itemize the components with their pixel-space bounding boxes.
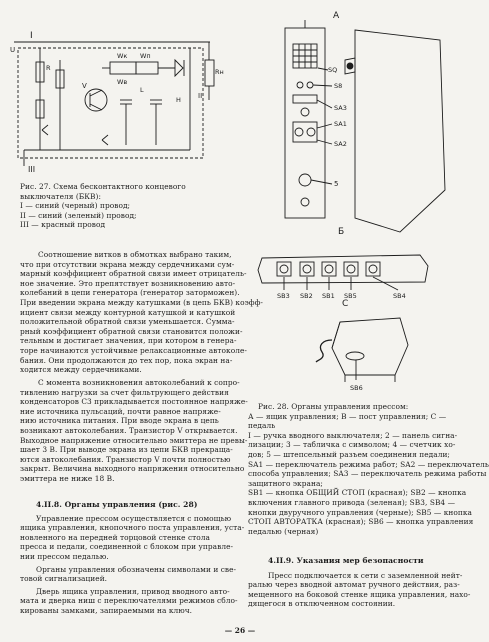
sa1-label: SA1: [334, 120, 347, 128]
text-line: дящегося в отключенном состоянии.: [248, 599, 396, 609]
text-line: что при отсутствии экрана между сердечниками сум-: [20, 259, 235, 269]
text-line: пресса и педали, соединенной с блоком при управле-: [20, 542, 234, 552]
text-line: Соотношение витков в обмотках выбрано таким,: [38, 250, 232, 259]
text-line: бания. Они продолжаются до тех пор, пока экран на-: [20, 355, 233, 365]
text-line: При введении экрана между катушками (в цепь БКВ) коэфф-: [20, 297, 263, 307]
transistor-label: V: [82, 82, 87, 90]
text-line: шает 3 В. При выводе экрана из цепи БКВ прекраща-: [20, 445, 233, 455]
text-line: нию источника питания. При вводе экрана в цепь: [20, 416, 219, 426]
input-node-label: I: [30, 31, 33, 41]
view-b-label: Б: [338, 227, 345, 237]
text-line: Управление прессом осуществляется с помощью: [36, 513, 232, 523]
page-number: — 26 —: [224, 626, 256, 635]
caption-line: СТОП АВТОРАТКА (красная); SB6 — кнопка управления: [248, 517, 474, 527]
sb2-label: SB2: [300, 292, 313, 300]
caption-line: А — ящик управления; В — пост управления; С —: [248, 411, 447, 421]
h-label: H: [176, 96, 181, 104]
text-line: товой сигнализацией.: [20, 574, 108, 584]
sb5-label: SB5: [344, 292, 357, 300]
caption-line: дов; 5 — штепсельный разъем соединения педали;: [248, 449, 450, 459]
caption-line: лизации; 3 — табличка с символом; 4 — счетчик хо-: [248, 440, 456, 450]
text-line: закрыт. Величина выходного напряжения относительно: [20, 464, 245, 474]
load-resistor-label: Rн: [215, 68, 224, 76]
text-line: С момента возникновения автоколебаний к сопро-: [38, 378, 240, 387]
text-line: ние источника пульсаций, почти равное напряже-: [20, 406, 221, 416]
text-line: ются автоколебания. Транзистор V почти полностью: [20, 454, 231, 464]
text-line: конденсаторов С3 прикладывается постоянное напряже-: [20, 397, 248, 407]
caption-line: Рис. 28. Органы управления прессом:: [258, 402, 409, 411]
text-line: тивлению нагрузки за счет фильтрующего действия: [20, 387, 229, 397]
text-line: положительной обратной связи уменьшается. Сумма-: [20, 317, 235, 327]
text-line: колебаний в цепи генератора (генератор заторможен).: [20, 288, 240, 298]
section-heading: 4.II.9. Указания мер безопасности: [268, 556, 424, 565]
fig28-caption: [248, 402, 489, 536]
caption-line: SA1 — переключатель режима работ; SA2 — переключатель: [248, 459, 489, 469]
caption-line: Рис. 27. Схема бесконтактного концевого выключателя (БКВ):: [20, 182, 186, 201]
view-c-label: С: [342, 299, 349, 309]
connector-label: 5: [334, 180, 339, 188]
text-line: возникают автоколебания. Транзистор V открывается.: [20, 425, 238, 435]
coil-label: L: [140, 86, 144, 94]
text-line: ящика управления, кнопочного поста управления, уста-: [20, 523, 245, 533]
text-line: мещенного на боковой стенке ящика управления, нахо-: [248, 589, 471, 599]
winding1-label: Wк: [117, 52, 128, 60]
sq-label: SQ: [328, 66, 338, 74]
caption-line: способа управления; SA3 — переключатель режима работы: [248, 469, 487, 479]
text-line: мата и дверка ниш с переключателями режимов сбло-: [20, 596, 238, 606]
text-line: ходится между сердечниками.: [20, 365, 142, 375]
output-node-label: II: [198, 92, 203, 100]
caption-line: SB1 — кнопка ОБЩИЙ СТОП (красная); SB2 — кнопка: [248, 488, 467, 498]
text-line: ициент связи между контурной катушкой и катушкой: [20, 307, 236, 317]
text-line: Органы управления обозначены символами и све-: [36, 564, 237, 574]
caption-line: I — синий (черный) провод;: [20, 201, 131, 211]
caption-line: II — синий (зеленый) провод;: [20, 210, 137, 220]
sb4-label: SB4: [393, 292, 406, 300]
caption-line: педаль: [248, 421, 276, 431]
section-4-2-9: [248, 556, 471, 609]
sa3-label: SA3: [334, 104, 347, 112]
text-line: торе начинаются устойчивые релаксационные автоколе-: [20, 345, 247, 355]
text-line: эмиттера не ниже 18 В.: [20, 473, 115, 483]
text-line: марный коэффициент обратной связи имеет отрицатель-: [20, 269, 247, 279]
winding3-label: Wв: [117, 78, 128, 86]
sb6-label: SB6: [350, 384, 363, 392]
caption-line: III — красный провод: [20, 220, 106, 230]
text-line: тельным и достигает значения, при котором в генера-: [20, 336, 237, 346]
text-line: ралью через вводной автомат ручного действия, раз-: [248, 580, 460, 590]
text-line: Дверь ящика управления, привод вводного авто-: [36, 586, 230, 596]
text-line: ное значение. Это препятствует возникновению авто-: [20, 278, 236, 288]
caption-line: включения главного привода (зеленая); SB3, SB4 —: [248, 497, 456, 507]
bottom-node-label: III: [28, 165, 36, 174]
caption-line: педалью (черная): [248, 526, 319, 536]
winding2-label: Wп: [140, 52, 151, 60]
caption-line: кнопки двуручного управления (черные); SB5 — кнопка: [248, 507, 472, 517]
text-line: рный коэффициент обратной связи становится положи-: [20, 326, 243, 336]
section-heading: 4.II.8. Органы управления (рис. 28): [36, 500, 198, 509]
terminal-label: U: [10, 46, 16, 54]
text-line: кированы замками, запираемыми на ключ.: [20, 605, 193, 615]
caption-line: защитного экрана;: [248, 478, 323, 488]
text-line: Выходное напряжение относительно эмиттера не превы-: [20, 435, 248, 445]
text-line: новленного на передней торцовой стенке стола: [20, 532, 210, 542]
view-a-label: А: [333, 11, 340, 21]
s8-label: S8: [334, 82, 343, 90]
resistor-label: R: [46, 64, 51, 72]
text-line: нии прессом педалью.: [20, 551, 109, 561]
caption-line: I — ручка вводного выключателя; 2 — панель сигна-: [248, 430, 458, 440]
sb3-label: SB3: [277, 292, 290, 300]
sa2-label: SA2: [334, 140, 347, 148]
sb1-label: SB1: [322, 292, 335, 300]
text-line: Пресс подключается к сети с заземленной нейт-: [268, 570, 463, 580]
